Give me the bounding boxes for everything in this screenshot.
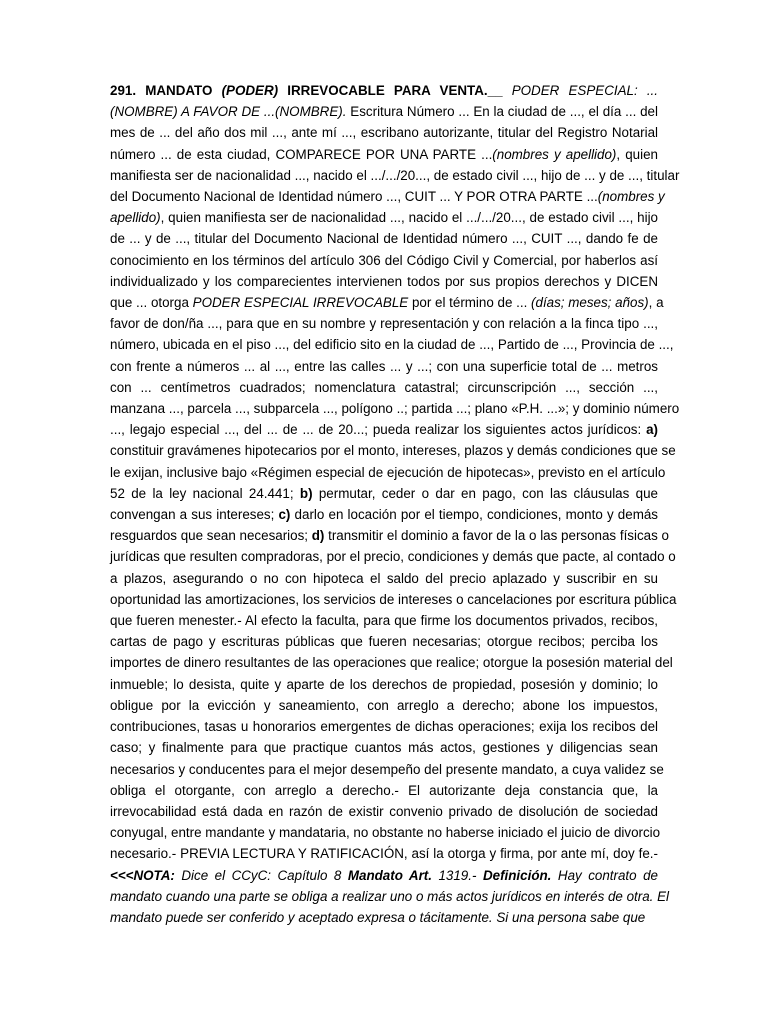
text-line	[110, 546, 676, 567]
text-line	[110, 631, 658, 652]
text-run: mes de ... del año dos mil ..., ante mí ..., escribano autorizante, titular del Registro Notarial	[110, 125, 658, 141]
text-line	[110, 886, 670, 907]
text-run: mandato cuando una parte se obliga a realizar uno o más actos jurídicos en interés de otra. El	[110, 888, 670, 904]
text-line	[110, 122, 658, 143]
text-run: número ... de esta ciudad, COMPARECE POR UNA PARTE ...	[110, 146, 493, 162]
text-run: __	[487, 83, 512, 98]
text-run: apellido)	[110, 210, 161, 226]
text-run: Definición.	[482, 867, 552, 883]
text-run: 1319.-	[431, 867, 483, 883]
text-run: b)	[299, 485, 313, 501]
text-run: contribuciones, tasas u honorarios emergentes de dichas operaciones; exija los recibos del	[110, 719, 658, 735]
text-run: jurídicas que resulten compradoras, por el precio, condiciones y demás que pacte, al contado o	[110, 549, 676, 565]
text-run: (días; meses; años)	[531, 295, 649, 311]
text-run: con ... centímetros cuadrados; nomenclatura catastral; circunscripción ..., sección ...,	[110, 379, 658, 395]
text-run: número, ubicada en el piso ..., del edificio sito en la ciudad de ..., Partido de ..., Provincia de ...,	[110, 337, 674, 353]
text-run: Mandato Art.	[347, 867, 432, 883]
text-line	[110, 313, 658, 334]
text-run: <<<NOTA:	[110, 867, 175, 883]
text-run: (nombres y apellido)	[492, 146, 617, 162]
text-line	[110, 228, 658, 249]
text-run: que fueren menester.- Al efecto la faculta, para que firme los documentos privados, recibos,	[110, 613, 658, 629]
text-run: ..., legajo especial ..., del ... de ... de 20...; pueda realizar los siguientes actos jurídicos:	[110, 422, 647, 438]
text-run: (NOMBRE) A FAVOR DE ...(NOMBRE).	[110, 104, 347, 120]
text-run: 52 de la ley nacional 24.441;	[110, 485, 300, 501]
text-run: mandato puede ser conferido y aceptado expresa o tácitamente. Si una persona sabe que	[110, 909, 646, 925]
text-line	[110, 652, 673, 673]
text-line	[110, 907, 658, 928]
text-run: transmitir el dominio a favor de la o las personas físicas o	[324, 528, 669, 544]
text-line	[110, 483, 658, 504]
text-run: darlo en locación por el tiempo, condiciones, monto y demás	[290, 507, 658, 523]
text-run: necesarios y conducentes para el mejor desempeño del presente mandato, a cuya validez se	[110, 761, 664, 777]
text-run: constituir gravámenes hipotecarios por el monto, intereses, plazos y demás condiciones que se	[110, 443, 676, 459]
text-run: con frente a números ... al ..., entre las calles ... y ...; con una superficie total de ... metros	[110, 358, 658, 374]
text-run: Hay contrato de	[551, 867, 658, 883]
text-run: del Documento Nacional de Identidad número ..., CUIT ... Y POR OTRA PARTE ...	[110, 189, 598, 205]
text-run: manifiesta ser de nacionalidad ..., nacido el .../.../20..., de estado civil ..., hijo de ... y de ..., titular	[110, 167, 680, 183]
text-run: PODER ESPECIAL IRREVOCABLE	[192, 295, 409, 311]
text-run: Escritura Número ... En la ciudad de ..., el día ... del	[346, 104, 658, 120]
text-line	[110, 865, 658, 886]
text-line	[110, 186, 665, 207]
text-line	[110, 695, 658, 716]
text-run: inmueble; lo desista, quite y aparte de los derechos de propiedad, posesión y dominio; lo	[110, 676, 658, 692]
text-run: obligue por la evicción y saneamiento, con arreglo a derecho; abone los impuestos,	[110, 697, 658, 713]
text-run: permutar, ceder o dar en pago, con las cláusulas que	[312, 485, 658, 501]
text-line	[110, 398, 680, 419]
text-run: caso; y finalmente para que practique cuantos más actos, gestiones y diligencias sean	[110, 740, 658, 756]
text-run: , a	[648, 295, 664, 311]
text-run: (nombres y	[597, 189, 665, 205]
document-body	[110, 80, 680, 928]
text-line	[110, 525, 669, 546]
text-line	[110, 144, 658, 165]
text-run: favor de don/ña ..., para que en su nombre y representación y con relación a la finca tipo ...,	[110, 316, 658, 332]
text-run: que ... otorga	[110, 295, 193, 311]
text-line	[110, 356, 658, 377]
text-line	[110, 716, 658, 737]
text-line	[110, 440, 676, 461]
text-run: importes de dinero resultantes de las operaciones que realice; otorgue la posesión material del	[110, 655, 673, 671]
text-run: a)	[646, 422, 658, 438]
text-line	[110, 207, 658, 228]
text-line	[110, 334, 674, 355]
text-line	[110, 80, 658, 101]
text-run: cartas de pago y escrituras públicas que fueren necesarias; otorgue recibos; perciba los	[110, 634, 658, 650]
text-run: manzana ..., parcela ..., subparcela ..., polígono ..; partida ...; plano «P.H. ...»; y dominio número	[110, 401, 680, 417]
text-line	[110, 843, 658, 864]
text-run: Dice el CCyC: Capítulo 8	[174, 867, 348, 883]
text-line	[110, 759, 664, 780]
text-line	[110, 737, 658, 758]
text-line	[110, 101, 658, 122]
text-line	[110, 822, 661, 843]
text-run: conocimiento en los términos del artículo 306 del Código Civil y Comercial, por haberlos así	[110, 252, 658, 268]
text-run: individualizado y los comparecientes intervienen todos por sus propios derechos y DICEN	[110, 273, 658, 289]
text-line	[110, 674, 658, 695]
text-run: (PODER)	[221, 83, 279, 98]
text-line	[110, 377, 658, 398]
text-line	[110, 165, 680, 186]
text-run: a plazos, asegurando o no con hipoteca el saldo del precio aplazado y suscribir en su	[110, 570, 658, 586]
text-run: resguardos que sean necesarios;	[110, 528, 312, 544]
text-run: convengan a sus intereses;	[110, 507, 279, 523]
text-line	[110, 801, 658, 822]
text-run: , quien	[616, 146, 658, 162]
text-run: , quien manifiesta ser de nacionalidad ..., nacido el .../.../20..., de estado civil ..., hijo	[160, 210, 658, 226]
text-line	[110, 250, 658, 271]
text-run: irrevocabilidad está dada en razón de existir convenio privado de disolución de sociedad	[110, 803, 658, 819]
text-run: oportunidad las amortizaciones, los servicios de intereses o cancelaciones por escritura pública	[110, 591, 677, 607]
text-run: necesario.- PREVIA LECTURA Y RATIFICACIÓN, así la otorga y firma, por ante mí, doy fe.-	[110, 846, 658, 862]
text-run: c)	[278, 507, 291, 523]
text-run: PODER ESPECIAL: ...	[511, 83, 658, 98]
text-run: IRREVOCABLE PARA VENTA.	[278, 83, 488, 98]
text-line	[110, 271, 658, 292]
text-run: por el término de ...	[408, 295, 532, 311]
text-line	[110, 610, 658, 631]
text-line	[110, 419, 658, 440]
text-line	[110, 462, 666, 483]
text-run: le exijan, inclusive bajo «Régimen especial de ejecución de hipotecas», previsto en el artículo	[110, 464, 666, 480]
text-run: d)	[311, 528, 325, 544]
text-run: conyugal, entre mandante y mandataria, no obstante no haberse iniciado el juicio de divorcio	[110, 825, 661, 841]
text-line	[110, 589, 677, 610]
text-line	[110, 504, 658, 525]
text-run: 291. MANDATO	[110, 83, 222, 98]
text-run: de ... y de ..., titular del Documento Nacional de Identidad número ..., CUIT ..., dando fe de	[110, 231, 658, 247]
text-line	[110, 568, 658, 589]
text-line	[110, 780, 658, 801]
text-run: obliga el otorgante, con arreglo a derecho.- El autorizante deja constancia que, la	[110, 782, 658, 798]
text-line	[110, 292, 664, 313]
